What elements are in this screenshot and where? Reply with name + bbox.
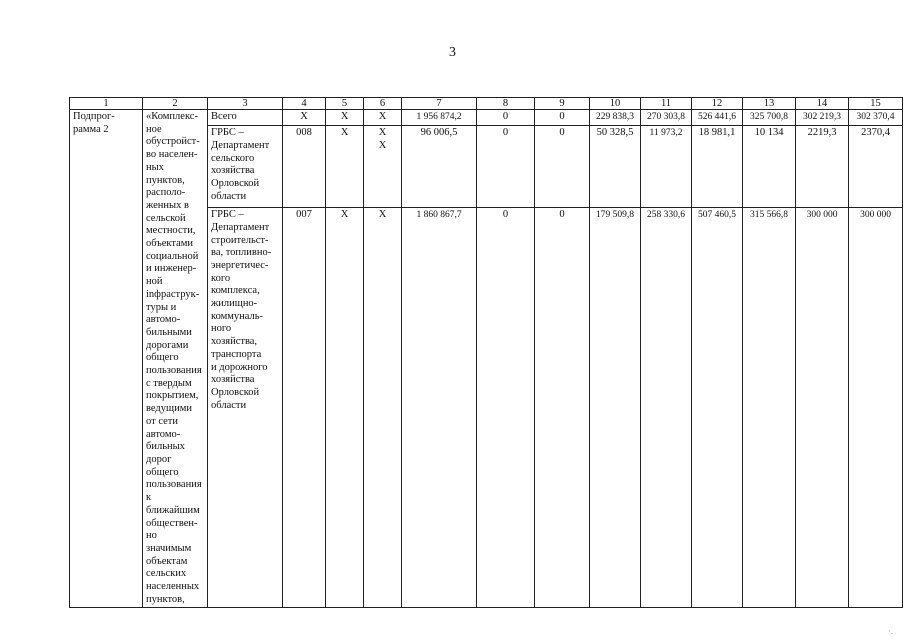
header-cell: 4 [283, 98, 326, 110]
cell: 0 [477, 208, 535, 608]
cell: 302 370,4 [849, 110, 903, 126]
table-row-total [70, 110, 903, 126]
cell: 507 460,5 [692, 208, 743, 608]
cell: 179 509,8 [590, 208, 641, 608]
header-cell: 14 [796, 98, 849, 110]
cell: 0 [535, 110, 590, 126]
header-cell: 13 [743, 98, 796, 110]
cell: Х Х [364, 126, 402, 208]
row-label-text: ГРБС – Департамент строительст- ва, топливно- энергетичес- кого комплекса, жилищно- коммуналь- ного хозяйства, транспорта и дорожного хозяйства Орловской области [211, 209, 272, 411]
cell: Х [364, 110, 402, 126]
cell: 526 441,6 [692, 110, 743, 126]
cell: 302 219,3 [796, 110, 849, 126]
cell: Х [364, 208, 402, 608]
cell: 315 566,8 [743, 208, 796, 608]
cell: 229 838,3 [590, 110, 641, 126]
cell: 300 000 [849, 208, 903, 608]
cell: 96 006,5 [402, 126, 477, 208]
header-cell: 10 [590, 98, 641, 110]
header-cell: 7 [402, 98, 477, 110]
cell: 18 981,1 [692, 126, 743, 208]
program-name-text: «Комплекс- ное обустройст- во населен- ных пунктов, располо- женных в сельской местности, объектами социальной и инженер- ной inфраструк- туры и автомо- бильными дорогами общего пользования с твердым покрытием, ведущими от сети автомо- бильных дорог общего пользования к ближайшим обществен- но значимым объектам сельских населенных пунктов, [146, 111, 202, 605]
header-cell: 12 [692, 98, 743, 110]
cell: Х [326, 126, 364, 208]
cell: 0 [535, 126, 590, 208]
row-label-text: ГРБС – Департамент сельского хозяйства Орловской области [211, 127, 270, 202]
cell: 1 956 874,2 [402, 110, 477, 126]
header-cell: 3 [208, 98, 283, 110]
cell: Х [326, 208, 364, 608]
cell: 0 [477, 126, 535, 208]
header-cell: 15 [849, 98, 903, 110]
header-cell: 11 [641, 98, 692, 110]
header-cell: 8 [477, 98, 535, 110]
header-cell: 2 [143, 98, 208, 110]
header-row [70, 98, 903, 110]
cell: 325 700,8 [743, 110, 796, 126]
cell: 2370,4 [849, 126, 903, 208]
header-cell: 5 [326, 98, 364, 110]
budget-table [69, 97, 903, 608]
scan-mark: ·. [887, 626, 893, 636]
cell: 0 [477, 110, 535, 126]
cell: 50 328,5 [590, 126, 641, 208]
cell: 007 [283, 208, 326, 608]
row-label [208, 126, 283, 208]
cell: 11 973,2 [641, 126, 692, 208]
cell: 1 860 867,7 [402, 208, 477, 608]
subprogram-cell [70, 110, 143, 608]
program-name-cell [143, 110, 208, 608]
cell: Х [326, 110, 364, 126]
cell: 300 000 [796, 208, 849, 608]
subprogram-label: Подпрог- рамма 2 [73, 111, 115, 135]
row-label [208, 208, 283, 608]
header-cell: 6 [364, 98, 402, 110]
cell: 10 134 [743, 126, 796, 208]
header-cell: 1 [70, 98, 143, 110]
row-label [208, 110, 283, 126]
row-label-text: Всего [211, 111, 237, 122]
cell: 270 303,8 [641, 110, 692, 126]
page-number: 3 [449, 45, 456, 60]
header-cell: 9 [535, 98, 590, 110]
cell: 258 330,6 [641, 208, 692, 608]
cell: Х [283, 110, 326, 126]
cell: 0 [535, 208, 590, 608]
cell: 2219,3 [796, 126, 849, 208]
cell: 008 [283, 126, 326, 208]
